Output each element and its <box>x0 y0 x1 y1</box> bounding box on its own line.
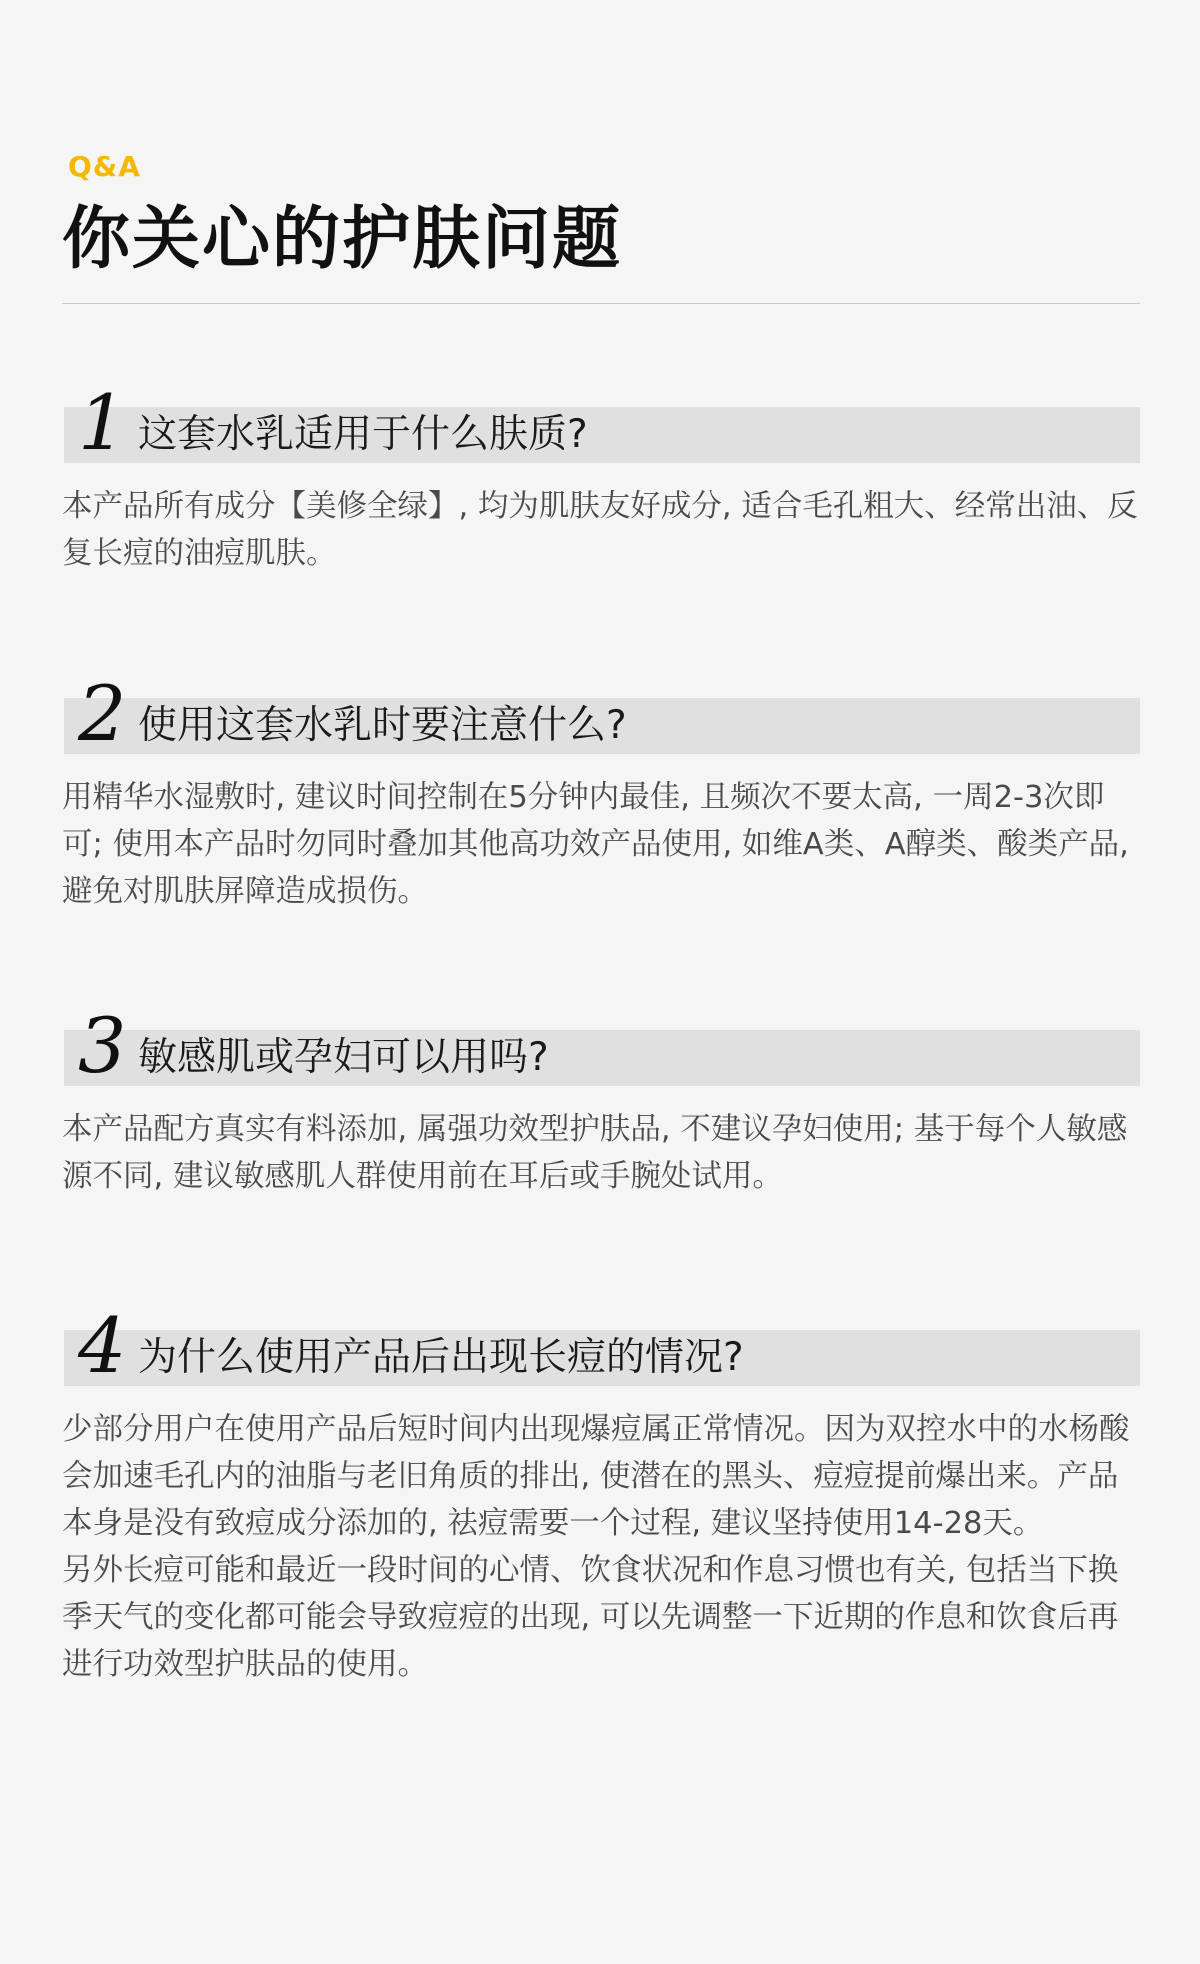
question-text: 使用这套水乳时要注意什么? <box>138 703 627 748</box>
answer-text <box>62 1406 1140 1688</box>
question-number: 3 <box>78 1001 127 1090</box>
answer-paragraph: 用精华水湿敷时, 建议时间控制在5分钟内最佳, 且频次不要太高, 一周2-3次即可; 使用本产品时勿同时叠加其他高功效产品使用, 如维A类、A醇类、酸类产品, 避免对肌肤屏障造成损伤。 <box>62 780 1129 909</box>
title-divider <box>62 303 1140 304</box>
faq-item-2 <box>62 669 1140 915</box>
answer-text <box>62 1106 1140 1200</box>
answer-paragraph: 另外长痘可能和最近一段时间的心情、饮食状况和作息习惯也有关, 包括当下换季天气的变化都可能会导致痘痘的出现, 可以先调整一下近期的作息和饮食后再进行功效型护肤品的使用。 <box>62 1553 1119 1682</box>
question-text: 为什么使用产品后出现长痘的情况? <box>138 1335 744 1380</box>
answer-text <box>62 483 1140 577</box>
answer-text <box>62 774 1140 915</box>
answer-paragraph: 本产品所有成分【美修全绿】, 均为肌肤友好成分, 适合毛孔粗大、经常出油、反复长痘的油痘肌肤。 <box>62 489 1138 571</box>
faq-item-4 <box>62 1301 1140 1688</box>
page-title: 你关心的护肤问题 <box>62 200 623 279</box>
question-bar <box>64 1001 1140 1090</box>
question-bar <box>64 1301 1140 1390</box>
answer-paragraph: 少部分用户在使用产品后短时间内出现爆痘属正常情况。因为双控水中的水杨酸会加速毛孔内的油脂与老旧角质的排出, 使潜在的黑头、痘痘提前爆出来。产品本身是没有致痘成分添加的, 祛痘需要一个过程, 建议坚持使用14-28天。 <box>62 1412 1130 1541</box>
question-bar <box>64 378 1140 467</box>
answer-paragraph: 本产品配方真实有料添加, 属强功效型护肤品, 不建议孕妇使用; 基于每个人敏感源不同, 建议敏感肌人群使用前在耳后或手腕处试用。 <box>62 1112 1128 1194</box>
qa-tag: Q&A <box>68 150 141 183</box>
question-number: 4 <box>78 1301 127 1390</box>
question-bar <box>64 669 1140 758</box>
faq-item-1 <box>62 378 1140 577</box>
faq-item-3 <box>62 1001 1140 1200</box>
question-text: 这套水乳适用于什么肤质? <box>138 412 588 457</box>
question-text: 敏感肌或孕妇可以用吗? <box>138 1035 549 1080</box>
question-number: 1 <box>78 378 127 467</box>
question-number: 2 <box>78 669 127 758</box>
